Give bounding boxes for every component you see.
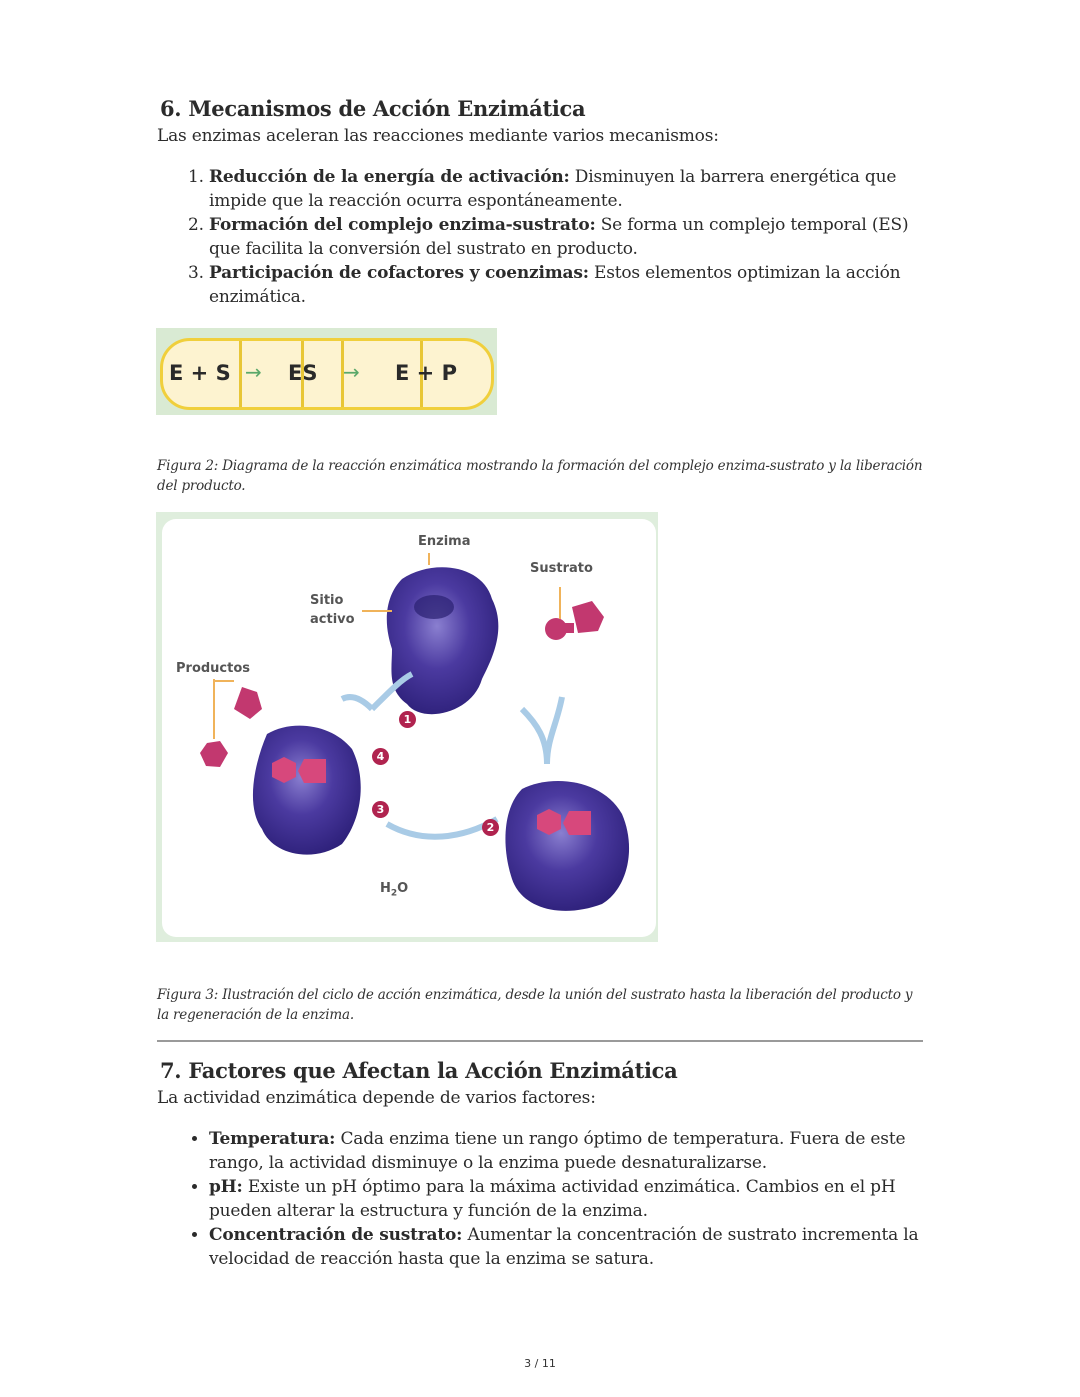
- section-6-title: 6. Mecanismos de Acción Enzimática: [160, 96, 586, 121]
- reaction-strip: [160, 338, 494, 410]
- section-7-title: 7. Factores que Afectan la Acción Enzimática: [160, 1058, 678, 1083]
- arrow-icon: →: [343, 360, 360, 384]
- label-sitio: Sitio: [310, 593, 344, 608]
- figure-2-caption: Figura 2: Diagrama de la reacción enzimática mostrando la formación del complejo enzima-sustrato y la liberación del producto.: [157, 458, 923, 494]
- step-3-badge: 3: [372, 801, 389, 818]
- list-item: 1. Reducción de la energía de activación: Disminuyen la barrera energética que impide que la reacción ocurra espontáneamente.: [209, 165, 923, 213]
- list-item: 3. Participación de cofactores y coenzimas: Estos elementos optimizan la acción enzimática.: [209, 261, 923, 309]
- label-activo: activo: [310, 612, 355, 627]
- arrow-icon: →: [245, 360, 262, 384]
- list-item: 2. Formación del complejo enzima-sustrato: Se forma un complejo temporal (ES) que facilita la conversión del sustrato en producto.: [209, 213, 923, 261]
- label-productos: Productos: [176, 661, 251, 676]
- figure-2-reaction-diagram: [156, 328, 497, 415]
- figure-3-caption: Figura 3: Ilustración del ciclo de acción enzimática, desde la unión del sustrato hasta la liberación del producto y la regeneración de la enzima.: [157, 987, 913, 1023]
- section-divider: [157, 1040, 923, 1042]
- label-water: $H_2O$: [380, 881, 409, 899]
- step-4-badge: 4: [372, 748, 389, 765]
- label-es: ES: [288, 361, 318, 385]
- label-sustrato: Sustrato: [530, 561, 593, 576]
- factors-list: [157, 1127, 923, 1271]
- enzyme-cycle-illustration: [162, 519, 656, 937]
- section-7-intro: La actividad enzimática depende de varios factores:: [157, 1088, 596, 1108]
- list-item: • Concentración de sustrato: Aumentar la concentración de sustrato incrementa la velocidad de reacción hasta que la enzima se satura.: [209, 1223, 923, 1271]
- step-1-badge: 1: [399, 711, 416, 728]
- label-e-plus-p: E + P: [395, 361, 457, 385]
- section-6: [157, 96, 923, 309]
- label-e-plus-s: E + S: [169, 361, 231, 385]
- section-7: [157, 1058, 923, 1271]
- list-item: • Temperatura: Cada enzima tiene un rango óptimo de temperatura. Fuera de este rango, la actividad disminuye o la enzima puede desnaturalizarse.: [209, 1127, 923, 1175]
- divider: [239, 341, 242, 407]
- label-enzima: Enzima: [418, 534, 471, 549]
- figure-3-enzyme-cycle: [156, 512, 658, 942]
- step-2-badge: 2: [482, 819, 499, 836]
- page-indicator: 3 / 11: [524, 1357, 556, 1370]
- list-item: • pH: Existe un pH óptimo para la máxima actividad enzimática. Cambios en el pH pueden alterar la estructura y función de la enzima.: [209, 1175, 923, 1223]
- mechanisms-list: [157, 165, 923, 309]
- section-6-intro: Las enzimas aceleran las reacciones mediante varios mecanismos:: [157, 126, 719, 146]
